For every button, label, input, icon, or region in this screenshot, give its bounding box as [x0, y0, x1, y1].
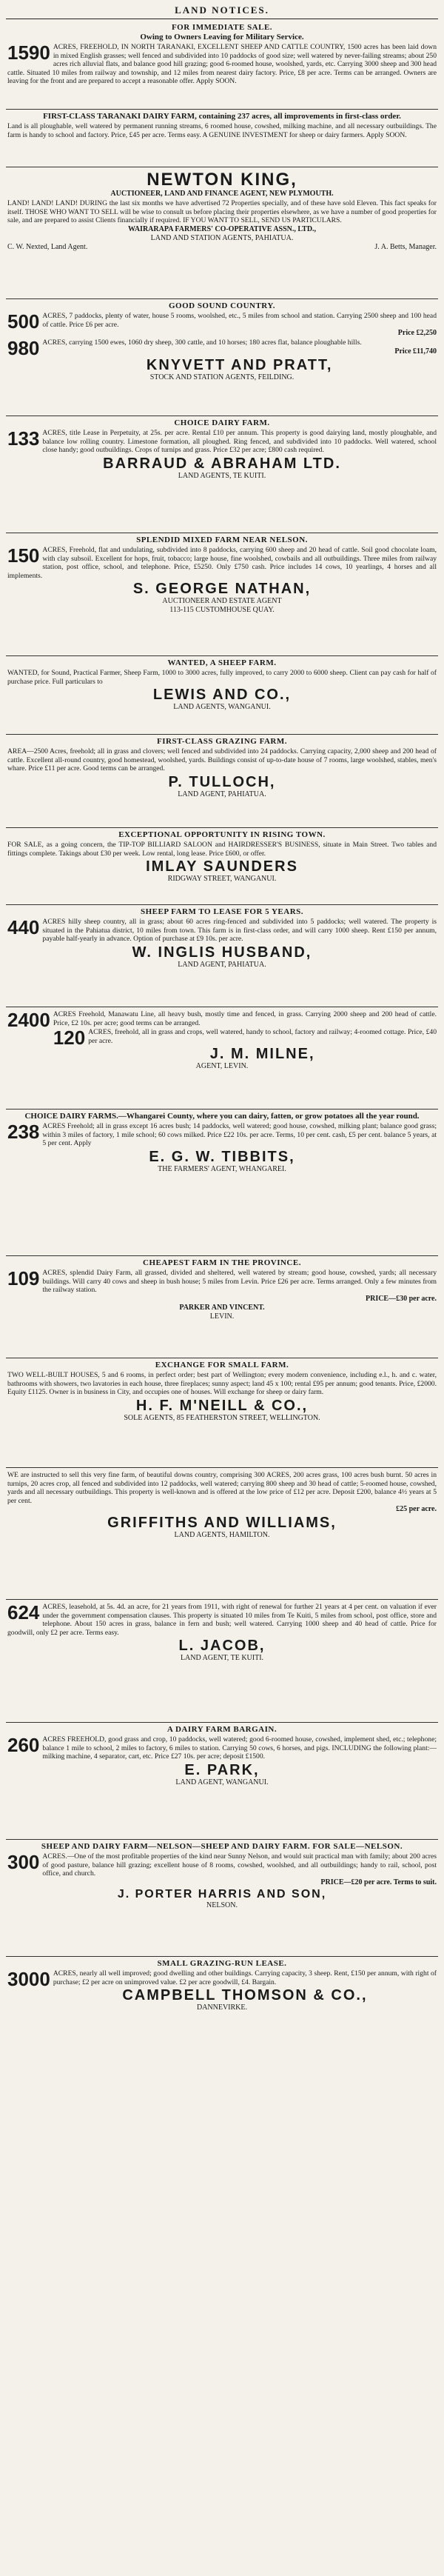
advertisement	[6, 905, 438, 1007]
agent-name-secondary: WAIRARAPA FARMERS' CO-OPERATIVE ASSN., LTD.,	[127, 224, 317, 233]
agent-name: IMLAY SAUNDERS	[146, 858, 298, 875]
agent-name: J. M. MILNE,	[209, 1046, 315, 1063]
ad-body: ACRES, Freehold, flat and undulating, subdivided into 8 paddocks, carrying 600 sheep and 20 head of cattle. Soil good chocolate loam, with clay subsoil. Excellent for hops, fruit, tobacco; large house, fine woolshed, cowbails and all outbuildings. Three miles from railway station, post office, school, and telephone. Price, £5250. Only £750 cash. Price includes 14 cows, 10 yearlings, 4 horses and all implements.	[7, 546, 437, 580]
ad-body: ACRES, freehold, all in grass and crops, well watered, handy to school, factory and railway; 4-roomed cottage. Price, £40 per acre.	[88, 1028, 437, 1045]
acreage-figure: 260	[7, 1734, 40, 1756]
ad-body: ACRES FREEHOLD, good grass and crop, 10 paddocks, well watered; good 6-roomed house, cowshed, implement shed, etc.; telephone; balance 1 mile to school, 2 miles to factory, 6 miles to station. Carrying 50 cows, 6 horses, and pigs. INCLUDING the following plant:—milking machine, 4 separator, cart, etc. Price £27 10s. per acre; deposit £1500.	[42, 1735, 437, 1761]
agent-name: L. JACOB,	[178, 1638, 266, 1655]
agent-descriptor: LAND AGENTS, WANGANUI.	[173, 703, 271, 712]
ad-body: ACRES, FREEHOLD, IN NORTH TARANAKI, EXCELLENT SHEEP AND CATTLE COUNTRY, 1500 acres has been laid down in mixed English grasses; well fenced and subdivided into 10 paddocks of good size; well watered by never-failing streams; about 250 acres rich alluvial flats, and balance good hill grazing; good 6-roomed house, woolshed, yards, etc. Carrying 3000 sheep and 300 head cattle. Situated 10 miles from railway and township, and 12 miles from nearest dairy factory. Price, £8 per acre. Terms can be arranged. Owners are leaving for the front and are prepared to accept a reasonable offer. Apply SOON.	[7, 43, 437, 86]
acreage-figure: 624	[7, 1601, 40, 1624]
acreage-figure: 238	[7, 1121, 40, 1143]
acreage-figure: 109	[7, 1267, 40, 1289]
ad-body: ACRES Freehold, Manawatu Line, all heavy bush, mostly time and fenced, in grass. Carrying 2000 sheep and 200 head of cattle. Price, £2 10s. per acre; good terms can be arranged.	[53, 1010, 437, 1027]
advertisement	[6, 416, 438, 533]
agent-name: W. INGLIS HUSBAND,	[132, 944, 312, 961]
agent-name: CAMPBELL THOMSON & CO.,	[122, 1987, 368, 2004]
agent-descriptor: LAND AND STATION AGENTS, PAHIATUA.	[150, 233, 294, 242]
signatory-left: C. W. Nexted, Land Agent.	[7, 242, 88, 251]
ad-body: ACRES, leasehold, at 5s. 4d. an acre, for 21 years from 1911, with right of renewal for further 21 years at 4 per cent. on valuation if ever under the government compensation clauses. This property is situated 10 miles from Te Kuiti, 5 miles from school, post office, store and telephone. About 150 acres in grass, balance in fern and bush; well watered. Carrying 1000 sheep and 40 head of cattle. Price for goodwill, only £2 per acre. Terms easy.	[7, 1603, 437, 1637]
agent-descriptor: STOCK AND STATION AGENTS, FEILDING.	[149, 373, 295, 381]
agent-name: H. F. M'NEILL & CO.,	[135, 1397, 309, 1414]
acreage-figure: 3000	[7, 1968, 50, 1990]
advertisement	[6, 1723, 438, 1840]
advertisement	[6, 1110, 438, 1256]
ad-kicker: CHEAPEST FARM IN THE PROVINCE.	[143, 1258, 301, 1267]
advertisement	[6, 299, 438, 416]
agent-descriptor: SOLE AGENTS, 85 FEATHERSTON STREET, WELLINGTON.	[124, 1413, 320, 1422]
ad-body: ACRES, nearly all well improved; good dwelling and other buildings. Carrying capacity, 3 sheep. Rent, £150 per annum, with right of purchase; £2 per acre on unimproved value. £2 per acre goodwill, £4. Bargain.	[53, 1969, 437, 1986]
agent-descriptor: AUCTIONEER AND ESTATE AGENT	[162, 597, 282, 606]
ad-body: TWO WELL-BUILT HOUSES, 5 and 6 rooms, in perfect order; best part of Wellington; every modern convenience, including e.l., h. and c. water, bathrooms with showers, two lavatories in each house, three fireplaces; sunny aspect; land 45 x 100; rental £95 per annum; good tenants. Price, £2000. Equity £1125. Owner is in business in City, and occupies one of houses. Will exchange for sheep or dairy farm.	[7, 1371, 437, 1397]
ad-kicker: SPLENDID MIXED FARM NEAR NELSON.	[136, 535, 308, 544]
acreage-figure: 133	[7, 427, 40, 450]
acreage-figure: 980	[7, 337, 40, 360]
price-note: Price £2,250	[397, 329, 437, 338]
agent-name: S. GEORGE NATHAN,	[132, 581, 312, 598]
ad-kicker: SMALL GRAZING-RUN LEASE.	[157, 1959, 287, 1968]
ad-body: AREA—2500 Acres, freehold; all in grass and clovers; well fenced and subdivided into 24 paddocks. Carrying capacity, 2,000 sheep and 200 head of cattle. Excellent all-round country, good homestead, woolshed, yards. Buildings consist of up-to-date house of 7 rooms, large woolshed, stables, men's whare. Price £11 per acre. Good terms can be arranged.	[7, 747, 437, 773]
advertisement	[6, 21, 438, 110]
agent-descriptor: THE FARMERS' AGENT, WHANGAREI.	[158, 1164, 286, 1173]
advertisement	[6, 533, 438, 656]
advertisement	[6, 1468, 438, 1600]
ad-body: LAND! LAND! LAND! DURING the last six months we have advertised 72 Properties specially, and of these have sold Eleven. This fact speaks for itself. THOSE WHO WANT TO SELL will be wise to consult us before placing their properties elsewhere, as we have a number of good properties for sale, and are prepared to assist Clients financially if required. IF YOU WANT TO SELL, SEND US PARTICULARS.	[7, 199, 437, 225]
ad-subhead: CHOICE DAIRY FARMS.—Whangarei County, where you can dairy, fatten, or grow potatoes all the year round.	[24, 1112, 420, 1121]
agent-descriptor: AGENT, LEVIN.	[195, 1062, 249, 1071]
agent-descriptor: LAND AGENTS, HAMILTON.	[174, 1531, 270, 1540]
ad-kicker: SHEEP AND DAIRY FARM—NELSON—SHEEP AND DAIRY FARM. FOR SALE—NELSON.	[41, 1842, 403, 1851]
ad-body: Land is all ploughable, well watered by permanent running streams, 6 roomed house, cowshed, milking machine, and all necessary outbuildings. The farm is handy to school and factory. Price, £45 per acre. Terms easy. A GENUINE INVESTMENT for sheep or dairy farmers. Apply SOON.	[7, 122, 437, 139]
agent-name: J. PORTER HARRIS AND SON,	[117, 1887, 327, 1901]
ad-body: ACRES, title Lease in Perpetuity, at 25s. per acre. Rental £10 per annum. This property is good dairying land, mostly ploughable, and balance low rolling country. Limestone formation, all ploughed. Ring fenced, and subdivided into 10 paddocks. Well watered, school close handy; good outbuildings. Crops of turnips and grass. Price £32 per acre; £800 cash required.	[42, 429, 437, 455]
ad-body: ACRES, 7 paddocks, plenty of water, house 5 rooms, woolshed, etc., 5 miles from school and station. Carrying 2500 sheep and 100 head of cattle. Price £6 per acre.	[42, 312, 437, 329]
ad-kicker: A DAIRY FARM BARGAIN.	[166, 1725, 278, 1734]
price-note: PRICE—£20 per acre. Terms to suit.	[320, 1878, 437, 1886]
agent-name: P. TULLOCH,	[168, 773, 276, 790]
newspaper-page	[6, 4, 438, 2567]
acreage-figure: 440	[7, 916, 40, 938]
advertisement	[6, 110, 438, 167]
agent-name: NEWTON KING,	[147, 170, 297, 190]
advertisement	[6, 1957, 438, 2051]
agent-name: E. PARK,	[184, 1761, 260, 1778]
ad-kicker: EXCHANGE FOR SMALL FARM.	[155, 1361, 289, 1369]
agent-descriptor: LAND AGENT, TE KUITI.	[180, 1654, 264, 1663]
agent-descriptor: DANNEVIRKE.	[196, 2003, 248, 2012]
advertisement	[6, 167, 438, 299]
ad-subhead: FIRST-CLASS TARANAKI DAIRY FARM, containing 237 acres, all improvements in first-class order.	[43, 112, 401, 121]
ad-kicker: EXCEPTIONAL OPPORTUNITY IN RISING TOWN.	[118, 830, 326, 839]
agent-name: E. G. W. TIBBITS,	[149, 1148, 295, 1165]
advertisement	[6, 1256, 438, 1358]
agent-descriptor: LAND AGENT, PAHIATUA.	[178, 790, 266, 798]
agent-descriptor: LAND AGENT, WANGANUI.	[175, 1778, 269, 1786]
advertisement	[6, 656, 438, 735]
advertisement	[6, 1840, 438, 1957]
price-note: £25 per acre.	[396, 1505, 437, 1514]
advertisement	[6, 1600, 438, 1723]
acreage-figure: 2400	[7, 1009, 50, 1031]
advertisement	[6, 735, 438, 828]
agent-name: KNYVETT AND PRATT,	[146, 356, 333, 373]
agent-name: PARKER AND VINCENT.	[179, 1303, 265, 1312]
ad-body: ACRES, splendid Dairy Farm, all grassed, divided and sheltered, well watered by stream; good house, cowshed, yards; all necessary buildings. Will carry 40 cows and sheep in bush house; 5 miles from Levin. Price £26 per acre. Terms arranged. Only a few minutes from the railway station.	[42, 1269, 437, 1295]
agent-descriptor: LAND AGENTS, TE KUITI.	[178, 471, 266, 480]
section-heading: LAND NOTICES.	[6, 4, 438, 19]
agent-descriptor: LEVIN.	[209, 1312, 235, 1321]
ad-body: WANTED, for Sound, Practical Farmer, Sheep Farm, 1000 to 3000 acres, fully improved, to carry 2000 to 6000 sheep. Client can pay cash for half of purchase price. Full particulars to	[7, 669, 437, 686]
ad-body: ACRES Freehold; all in grass except 16 acres bush; 14 paddocks, well watered; good house, cowshed, milking plant; balance good grass; within 3 miles of factory, 1 mile school; 60 cows milked. Price £22 10s. per acre. Terms, 10 per cent. cash, £5 per cent. balance 5 years, at 5 per cent. Apply	[42, 1122, 437, 1148]
agent-descriptor: RIDGWAY STREET, WANGANUI.	[167, 875, 277, 884]
advertisement	[6, 1007, 438, 1110]
ad-body: FOR SALE, as a going concern, the TIP-TOP BILLIARD SALOON and HAIRDRESSER'S BUSINESS, situate in Main Street. Two tables and fittings complete. Takings about £30 per week. Low rental, long lease. Price £600, or offer.	[7, 841, 437, 858]
agent-name: BARRAUD & ABRAHAM LTD.	[103, 455, 341, 472]
ad-kicker: FIRST-CLASS GRAZING FARM.	[157, 737, 287, 746]
ad-kicker: CHOICE DAIRY FARM.	[174, 418, 270, 427]
ad-kicker: FOR IMMEDIATE SALE.	[171, 23, 273, 32]
acreage-figure: 150	[7, 544, 40, 567]
ad-body: ACRES.—One of the most profitable properties of the kind near Sunny Nelson, and would suit practical man with family; about 200 acres of good pasture, balance hill grazing; excellent house of 8 rooms, cowshed, woolshed, and all outbuildings; handy to rail, school, post office, and church.	[42, 1852, 437, 1878]
acreage-figure: 500	[7, 310, 40, 333]
price-note: Price £11,740	[394, 347, 437, 356]
agent-descriptor: LAND AGENT, PAHIATUA.	[178, 960, 266, 969]
price-note: PRICE—£30 per acre.	[365, 1294, 437, 1303]
ad-subhead: Owing to Owners Leaving for Military Service.	[140, 33, 304, 41]
ad-kicker: SHEEP FARM TO LEASE FOR 5 YEARS.	[140, 907, 304, 916]
ad-kicker: WANTED, A SHEEP FARM.	[167, 658, 277, 667]
ad-body: ACRES, carrying 1500 ewes, 1060 dry sheep, 300 cattle, and 10 horses; 180 acres flat, balance ploughable hills.	[42, 338, 362, 347]
agent-descriptor: NELSON.	[206, 1901, 238, 1909]
ad-kicker: GOOD SOUND COUNTRY.	[168, 301, 276, 310]
acreage-figure: 1590	[7, 41, 50, 64]
signatory-right: J. A. Betts, Manager.	[374, 242, 437, 251]
agent-address: 113-115 CUSTOMHOUSE QUAY.	[169, 606, 275, 615]
acreage-figure: 120	[53, 1027, 86, 1050]
agent-name: GRIFFITHS AND WILLIAMS,	[107, 1515, 337, 1532]
agent-descriptor: AUCTIONEER, LAND AND FINANCE AGENT, NEW PLYMOUTH.	[110, 190, 334, 198]
acreage-figure: 300	[7, 1851, 40, 1873]
ad-body: WE are instructed to sell this very fine farm, of beautiful downs country, comprising 300 ACRES, 200 acres grass, 100 acres bush burnt. 50 acres in turnips, 20 acres crop, all fenced and subdivided into 12 paddocks, well watered; carrying 800 sheep and 30 head of cattle; 5-roomed house, cowshed, yards and all necessary outbuildings. This property is well-known and is offered at the low price of £12 per acre. Deposit £200, balance 4½ years at 5 per cent.	[7, 1471, 437, 1505]
ad-body: ACRES hilly sheep country, all in grass; about 60 acres ring-fenced and subdivided into 5 paddocks; well watered. The property is situated in the Pahiatua district, 10 miles from town. This farm is in first-class order, and will carry 1000 sheep. Rent £150 per annum, payable half-yearly in advance. Option of purchase at £9 10s. per acre.	[42, 918, 437, 944]
advertisement	[6, 1358, 438, 1468]
agent-name: LEWIS AND CO.,	[152, 687, 292, 704]
advertisement	[6, 828, 438, 905]
